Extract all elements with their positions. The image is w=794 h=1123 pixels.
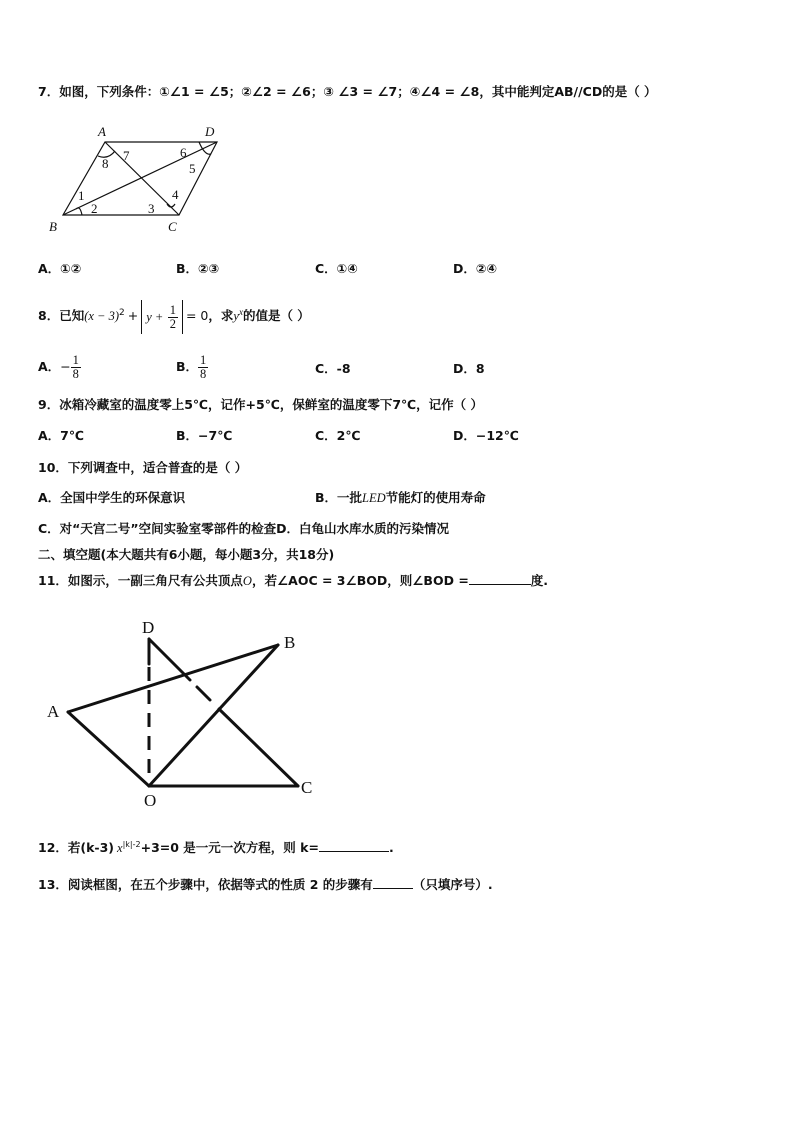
q8-opt-a-fraction <box>71 354 81 381</box>
q10-opt-b-pre: B．一批 <box>315 490 363 505</box>
q8-y: y <box>233 309 239 324</box>
q10-options-cd: C．对“天宫二号”空间实验室零部件的检查D．白龟山水库水质的污染情况 <box>38 521 449 536</box>
q12-post: +3=0 是一元一次方程，则 k= <box>140 840 319 855</box>
q8-opt-b-num: 1 <box>200 352 207 367</box>
q8-opt-a-den: 8 <box>72 367 79 381</box>
diagonal-bd <box>63 142 217 215</box>
q8-opt-b-fraction <box>198 354 208 381</box>
vertex-label: A <box>98 124 106 139</box>
figure-label-c: C <box>301 778 313 797</box>
q7-option-a: A．①② <box>38 261 82 276</box>
q10-stem: 10．下列调查中，适合普查的是（ ） <box>38 460 248 475</box>
q12-stem <box>38 838 394 856</box>
angle-label: 4 <box>172 187 179 202</box>
q12-end: . <box>388 840 394 855</box>
q8-exponent: 2 <box>119 308 125 318</box>
q8-opt-a-num: 1 <box>72 352 79 367</box>
q12-exponent: |k|-2 <box>122 839 141 849</box>
q12-x: x <box>117 841 123 855</box>
q8-opt-a-sign: − <box>60 359 71 374</box>
q11-triangle-rulers-figure <box>40 612 340 812</box>
q9-option-c: C．2℃ <box>315 428 361 443</box>
q12-answer-blank[interactable] <box>319 839 389 852</box>
q8-plus: + <box>127 308 139 324</box>
q12-pre: 12．若(k-3) <box>38 840 115 855</box>
q8-stem <box>38 296 310 334</box>
angle-label: 5 <box>189 161 196 176</box>
q10-opt-b-post: 节能灯的使用寿命 <box>385 490 486 505</box>
figure-label-a: A <box>47 702 60 721</box>
angle-label: 7 <box>123 148 130 163</box>
angle-label: 8 <box>102 156 109 171</box>
q8-prefix: 8．已知 <box>38 308 85 324</box>
q13-answer-blank[interactable] <box>373 876 413 889</box>
q8-option-b <box>176 348 208 386</box>
figure-label-d: D <box>142 618 155 637</box>
q7-option-b: B．②③ <box>176 261 220 276</box>
q8-option-a <box>38 348 81 386</box>
segment-dc-dash <box>197 687 210 700</box>
vertex-label: C <box>168 219 177 234</box>
q13-stem <box>38 875 493 893</box>
q13-end: （只填序号）. <box>412 877 493 892</box>
figure-label-o: O <box>144 791 157 810</box>
q8-absolute-value <box>141 300 183 334</box>
q8-abs-y: y + <box>146 309 164 324</box>
vertex-label: D <box>205 124 215 139</box>
q8-opt-a-label: A． <box>38 359 61 374</box>
angle-label: 3 <box>148 201 155 216</box>
q8-opt-b-den: 8 <box>200 367 207 381</box>
q8-eq-zero: = 0 <box>185 308 209 324</box>
q10-option-b <box>315 488 486 506</box>
angle-label: 6 <box>180 145 187 160</box>
q11-answer-blank[interactable] <box>469 572 531 585</box>
angle-arc-b <box>76 208 82 215</box>
q8-option-c: C．-8 <box>315 361 351 376</box>
q8-opt-b-label: B． <box>176 359 199 374</box>
q8-suffix: 的值是（ ） <box>242 308 310 324</box>
q8-x: x <box>238 307 243 317</box>
figure-label-b: B <box>284 633 296 652</box>
q8-frac-num: 1 <box>169 302 176 317</box>
angle-label: 2 <box>91 201 98 216</box>
q8-expr-left: (x − 3) <box>84 309 120 324</box>
q11-pre: 11．如图示，一副三角尺有公共顶点 <box>38 573 243 588</box>
q11-o: O <box>242 574 252 588</box>
q8-fraction <box>168 304 178 331</box>
segment-dc-upper <box>149 639 190 680</box>
q13-text: 13．阅读框图，在五个步骤中，依据等式的性质 2 的步骤有 <box>38 877 373 892</box>
q9-option-a: A．7℃ <box>38 428 85 443</box>
q8-option-d: D．8 <box>453 361 485 376</box>
q7-parallelogram-figure <box>45 120 235 240</box>
q11-post: 度. <box>530 573 549 588</box>
vertex-label: B <box>49 219 57 234</box>
q9-stem: 9．冰箱冷藏室的温度零上5℃，记作+5℃，保鲜室的温度零下7℃，记作（ ） <box>38 397 484 412</box>
diagonal-ac <box>105 142 179 215</box>
angle-label: 1 <box>78 188 85 203</box>
segment-dc-lower <box>219 709 298 786</box>
q7-option-d: D．②④ <box>453 261 498 276</box>
q11-mid: ，若∠AOC = 3∠BOD，则∠BOD = <box>251 573 469 588</box>
segment-ao <box>68 712 149 786</box>
q11-stem <box>38 571 548 589</box>
q10-option-a: A．全国中学生的环保意识 <box>38 490 186 505</box>
q7-stem: 7．如图，下列条件：①∠1 = ∠5；②∠2 = ∠6；③ ∠3 = ∠7；④∠4 = ∠8，其中能判定AB//CD的是（ ） <box>38 84 657 99</box>
q8-frac-den: 2 <box>169 316 176 331</box>
q7-option-c: C．①④ <box>315 261 358 276</box>
section-2-header: 二、填空题(本大题共有6小题，每小题3分，共18分) <box>38 547 335 562</box>
q9-option-d: D．−12℃ <box>453 428 519 443</box>
q10-opt-b-led: LED <box>362 491 386 505</box>
q9-option-b: B．−7℃ <box>176 428 233 443</box>
q8-mid: ，求 <box>208 308 234 324</box>
